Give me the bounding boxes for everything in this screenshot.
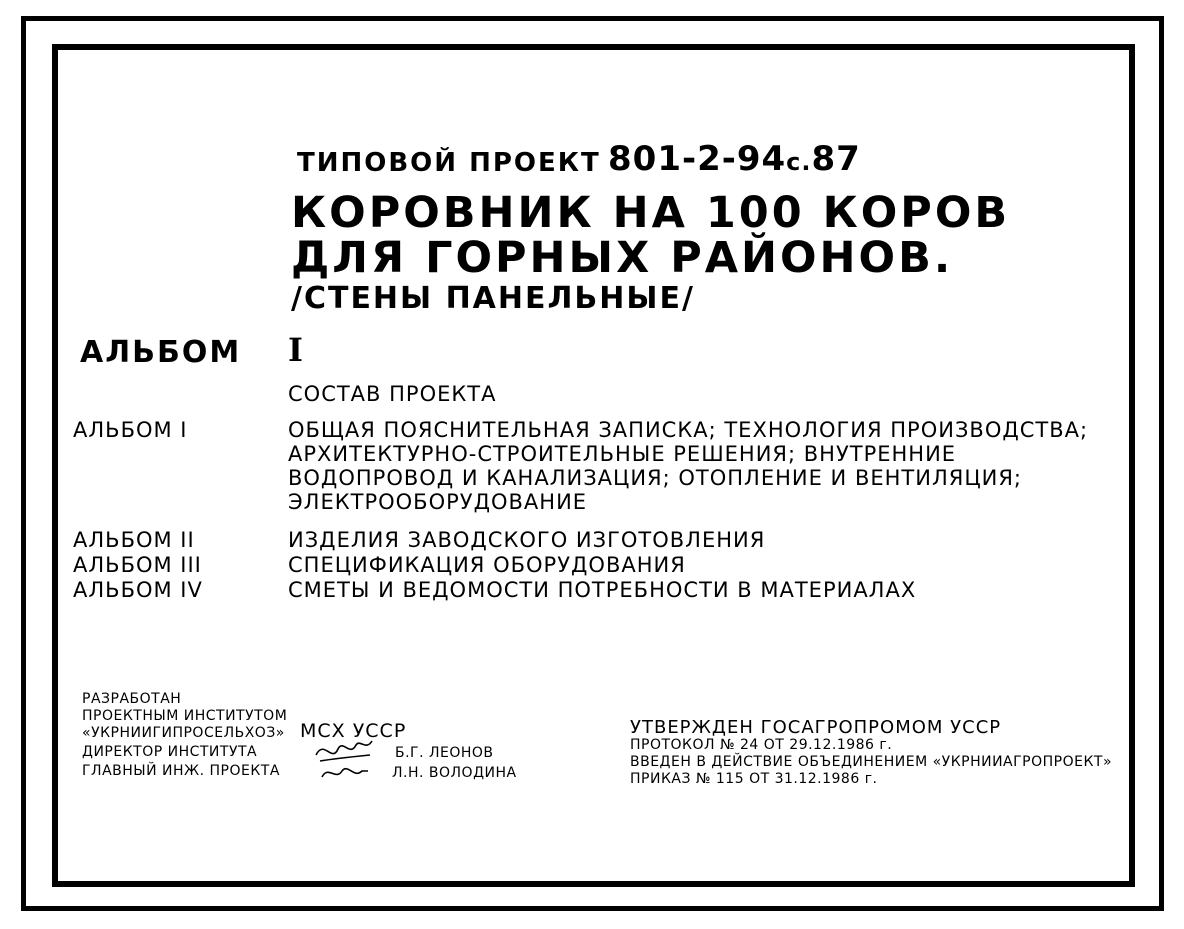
developer-ministry: МСХ УССР bbox=[300, 720, 407, 742]
approval-line-2: ПРОТОКОЛ № 24 ОТ 29.12.1986 г. bbox=[630, 737, 893, 753]
album-number: I bbox=[288, 331, 303, 369]
developer-line-1: РАЗРАБОТАН bbox=[82, 691, 182, 707]
project-number-year: 87 bbox=[811, 139, 861, 179]
contents-album-2: АЛЬБОМ II bbox=[73, 528, 195, 552]
contents-album-4-line-1: СМЕТЫ И ВЕДОМОСТИ ПОТРЕБНОСТИ В МАТЕРИАЛАХ bbox=[288, 578, 917, 602]
contents-album-1: АЛЬБОМ I bbox=[73, 418, 188, 442]
contents-album-2-line-1: ИЗДЕЛИЯ ЗАВОДСКОГО ИЗГОТОВЛЕНИЯ bbox=[288, 528, 766, 552]
title-line-1: КОРОВНИК НА 100 КОРОВ bbox=[291, 188, 1011, 238]
project-number bbox=[608, 139, 861, 179]
contents-heading: СОСТАВ ПРОЕКТА bbox=[288, 382, 497, 406]
engineer-name: Л.Н. ВОЛОДИНА bbox=[392, 765, 517, 781]
approval-line-3: ВВЕДЕН В ДЕЙСТВИЕ ОБЪЕДИНЕНИЕМ «УКРНИИАГРОПРОЕКТ» bbox=[630, 754, 1113, 770]
album-label: АЛЬБОМ bbox=[80, 335, 242, 370]
contents-album-1-line-2: АРХИТЕКТУРНО-СТРОИТЕЛЬНЫЕ РЕШЕНИЯ; ВНУТРЕННИЕ bbox=[288, 442, 957, 466]
developer-line-3: «УКРНИИГИПРОСЕЛЬХОЗ» bbox=[82, 725, 285, 741]
project-number-main: 801-2-94 bbox=[608, 139, 787, 179]
contents-album-1-line-1: ОБЩАЯ ПОЯСНИТЕЛЬНАЯ ЗАПИСКА; ТЕХНОЛОГИЯ ПРОИЗВОДСТВА; bbox=[288, 418, 1089, 442]
title-line-2: ДЛЯ ГОРНЫХ РАЙОНОВ. bbox=[291, 233, 954, 283]
project-number-suffix: с. bbox=[786, 148, 812, 176]
contents-album-1-line-4: ЭЛЕКТРООБОРУДОВАНИЕ bbox=[288, 490, 588, 514]
developer-line-2: ПРОЕКТНЫМ ИНСТИТУТОМ bbox=[82, 708, 288, 724]
director-title: ДИРЕКТОР ИНСТИТУТА bbox=[82, 744, 258, 760]
project-label: ТИПОВОЙ ПРОЕКТ bbox=[297, 148, 601, 178]
approval-line-4: ПРИКАЗ № 115 ОТ 31.12.1986 г. bbox=[630, 771, 878, 787]
contents-album-4: АЛЬБОМ IV bbox=[73, 578, 203, 602]
contents-album-1-line-3: ВОДОПРОВОД И КАНАЛИЗАЦИЯ; ОТОПЛЕНИЕ И ВЕНТИЛЯЦИЯ; bbox=[288, 466, 1023, 490]
contents-album-3: АЛЬБОМ III bbox=[73, 553, 202, 577]
subtitle: /СТЕНЫ ПАНЕЛЬНЫЕ/ bbox=[291, 281, 695, 316]
director-signature bbox=[310, 735, 380, 785]
director-name: Б.Г. ЛЕОНОВ bbox=[395, 745, 494, 761]
contents-album-3-line-1: СПЕЦИФИКАЦИЯ ОБОРУДОВАНИЯ bbox=[288, 553, 686, 577]
approval-line-1: УТВЕРЖДЕН ГОСАГРОПРОМОМ УССР bbox=[630, 717, 1002, 738]
engineer-title: ГЛАВНЫЙ ИНЖ. ПРОЕКТА bbox=[82, 763, 280, 779]
